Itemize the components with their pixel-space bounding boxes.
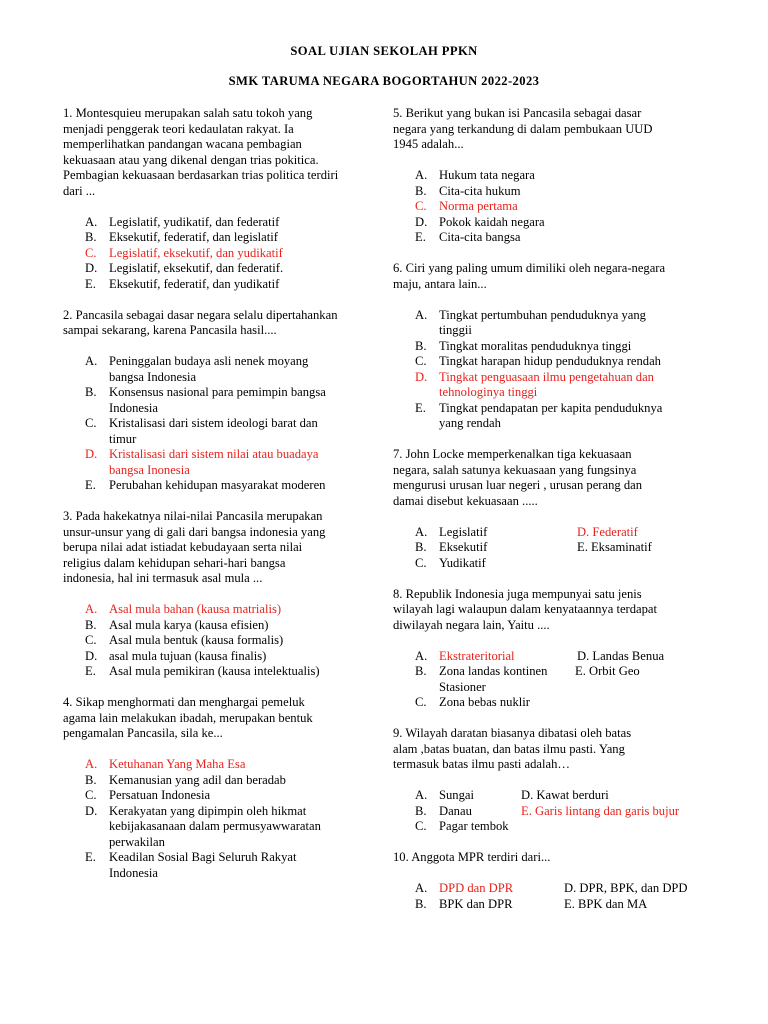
options (393, 881, 708, 912)
option-key: B. (85, 230, 97, 244)
question-text: 6. Ciri yang paling umum dimiliki oleh negara-negara maju, antara lain... (393, 261, 666, 291)
option-key: D. (415, 214, 428, 229)
option-a: DPD dan DPR (439, 881, 514, 895)
option-key: C. (85, 416, 97, 430)
option (63, 649, 378, 665)
option-row (393, 897, 708, 913)
option-key: E. (415, 230, 426, 244)
option-key: A. (415, 881, 428, 895)
option-key: B. (415, 664, 427, 678)
question-7 (393, 447, 708, 571)
option-text: Eksekutif, federatif, dan yudikatif (109, 276, 280, 291)
option (63, 416, 378, 447)
option-key: D. (85, 803, 98, 818)
option-text: Hukum tata negara (439, 168, 535, 182)
option (63, 633, 378, 649)
option-e: E. Orbit Geo (575, 664, 640, 678)
option-a: Ekstrateritorial (439, 648, 515, 663)
option-text: Kerakyatan yang dipimpin oleh hikmat kebijakasanaan dalam permusyawwaratan perwakilan (109, 803, 321, 849)
option-correct (393, 370, 708, 401)
option-row (393, 664, 708, 695)
question-text: 9. Wilayah daratan biasanya dibatasi oleh batas alam ,batas buatan, dan batas ilmu pasti. Yang termasuk batas ilmu pasti adalah… (393, 726, 632, 771)
option-c: Pagar tembok (439, 819, 509, 833)
option (63, 261, 378, 277)
left-column (63, 106, 378, 897)
option (393, 401, 708, 432)
option-key: C. (85, 788, 97, 802)
right-column (393, 106, 708, 928)
option-text: Norma pertama (439, 199, 518, 213)
question-8 (393, 587, 708, 711)
option-key: C. (85, 633, 97, 647)
option-row (393, 649, 708, 665)
option (393, 354, 708, 370)
option-key: B. (85, 772, 97, 787)
option-key: B. (415, 896, 427, 911)
option (393, 339, 708, 355)
option-row (393, 525, 708, 541)
option-key: C. (415, 695, 427, 709)
option-d: D. Federatif (577, 524, 638, 539)
option (393, 308, 708, 339)
question-4 (63, 695, 378, 881)
option-text: Asal mula karya (kausa efisien) (109, 617, 269, 632)
option-key: B. (415, 803, 427, 818)
option-key: E. (85, 478, 96, 492)
option (63, 804, 378, 851)
question-5 (393, 106, 708, 246)
option-text: Cita-cita hukum (439, 183, 521, 198)
question-text: 1. Montesquieu merupakan salah satu tokoh yang menjadi penggerak teori kedaulatan rakyat. Ia memperlihatkan pandangan wacana pembagian kekuasaan atau yang dikenal dengan trias pokitica. Pembagian kekuasaan berdasarkan trias politica terdiri dari ... (63, 106, 339, 198)
question-3 (63, 509, 378, 680)
option-key: D. (85, 261, 98, 275)
question-text: 3. Pada hakekatnya nilai-nilai Pancasila merupakan unsur-unsur yang di gali dari bangsa indonesia yang berupa nilai adat istiadat kebudayaan serta nilai religius dalam kehidupan sehari-hari bangsa indonesia, hal ini termasuk asal mula ... (63, 509, 326, 585)
option-key: C. (415, 819, 427, 833)
question-6 (393, 261, 708, 432)
option-d: D. DPR, BPK, dan DPD (564, 881, 688, 895)
option-row (393, 788, 708, 804)
option-a: Sungai (439, 788, 474, 802)
option-key: B. (415, 183, 427, 198)
option-text: Tingkat penguasaan ilmu pengetahuan dan tehnologinya tinggi (439, 369, 654, 399)
options (393, 525, 708, 572)
option-d: D. Kawat berduri (521, 788, 609, 802)
option-text: Legislatif, eksekutif, dan federatif. (109, 261, 284, 275)
option (393, 215, 708, 231)
options (393, 649, 708, 711)
option-key: D. (85, 447, 98, 461)
option (393, 168, 708, 184)
option-text: Ketuhanan Yang Maha Esa (109, 757, 246, 771)
option-row (393, 540, 708, 556)
option-correct (393, 199, 708, 215)
option-correct (63, 447, 378, 478)
options (393, 168, 708, 246)
question-2 (63, 308, 378, 494)
option-key: E. (85, 664, 96, 678)
option-text: Asal mula pemikiran (kausa intelektualis) (109, 664, 320, 678)
option-correct (63, 246, 378, 262)
exam-title: SOAL UJIAN SEKOLAH PPKN (290, 44, 478, 58)
option (63, 850, 378, 881)
options (63, 215, 378, 293)
option-key: C. (415, 354, 427, 368)
option-row (393, 804, 708, 820)
option (63, 618, 378, 634)
option-b: Zona landas kontinen Stasioner (439, 664, 548, 694)
option-b: Eksekutif (439, 540, 488, 554)
option-text: Tingkat pendapatan per kapita penduduknya yang rendah (439, 400, 663, 430)
option-key: B. (415, 338, 427, 353)
option-row (393, 695, 708, 711)
option-text: Keadilan Sosial Bagi Seluruh Rakyat Indonesia (109, 850, 297, 880)
option-text: Tingkat moralitas penduduknya tinggi (439, 338, 632, 353)
option-key: C. (415, 555, 427, 570)
option-a: Legislatif (439, 524, 488, 539)
option-key: C. (415, 199, 427, 213)
question-text: 10. Anggota MPR terdiri dari... (393, 850, 551, 864)
option-key: A. (415, 307, 428, 322)
option (63, 385, 378, 416)
option-text: Legislatif, eksekutif, dan yudikatif (109, 245, 283, 260)
option-row (393, 556, 708, 572)
question-text: 4. Sikap menghormati dan menghargai pemeluk agama lain melakukan ibadah, merupakan bentuk pengamalan Pancasila, sila ke... (63, 695, 313, 740)
option-text: Eksekutif, federatif, dan legislatif (109, 230, 278, 244)
option-text: Tingkat pertumbuhan penduduknya yang tinggii (439, 307, 646, 337)
option-e: E. Eksaminatif (577, 540, 652, 554)
option-text: Legislatif, yudikatif, dan federatif (109, 214, 280, 229)
option-row (393, 819, 708, 835)
option-key: D. (85, 648, 98, 663)
option-d: D. Landas Benua (577, 648, 665, 663)
option-text: Asal mula bentuk (kausa formalis) (109, 633, 284, 647)
option (63, 664, 378, 680)
option-text: Kemanusian yang adil dan beradab (109, 772, 286, 787)
option-text: asal mula tujuan (kausa finalis) (109, 648, 267, 663)
option-key: A. (85, 214, 98, 229)
options (393, 788, 708, 835)
option-key: A. (85, 354, 98, 368)
option-text: Cita-cita bangsa (439, 230, 521, 244)
question-1 (63, 106, 378, 292)
question-text: 7. John Locke memperkenalkan tiga kekuasaan negara, salah satunya kekuasaan yang fungsinya mengurusi urusan luar negeri , urusan perang dan damai disebut kekuasaan ..... (393, 447, 642, 508)
option-text: Pokok kaidah negara (439, 214, 545, 229)
option (393, 184, 708, 200)
option-e: E. Garis lintang dan garis bujur (521, 803, 680, 818)
option-correct (63, 602, 378, 618)
school-title: SMK TARUMA NEGARA BOGORTAHUN 2022-2023 (228, 74, 540, 88)
question-10 (393, 850, 708, 912)
option-text: Perubahan kehidupan masyarakat moderen (109, 478, 326, 492)
option-key: A. (415, 648, 428, 663)
option-text: Persatuan Indonesia (109, 788, 211, 802)
options (63, 757, 378, 881)
option-key: A. (415, 524, 428, 539)
option-key: B. (85, 617, 97, 632)
option-text: Peninggalan budaya asli nenek moyang bangsa Indonesia (109, 354, 309, 384)
option (63, 788, 378, 804)
option (393, 230, 708, 246)
option-text: Tingkat harapan hidup penduduknya rendah (439, 354, 661, 368)
option-text: Kristalisasi dari sistem nilai atau buadaya bangsa Inonesia (109, 447, 319, 477)
option (63, 478, 378, 494)
option-key: A. (85, 757, 98, 771)
option-text: Asal mula bahan (kausa matrialis) (109, 602, 282, 616)
options (63, 354, 378, 494)
option-key: A. (415, 168, 428, 182)
option-text: Kristalisasi dari sistem ideologi barat dan timur (109, 416, 318, 446)
option (63, 215, 378, 231)
option-key: B. (85, 385, 97, 399)
option-e: E. BPK dan MA (564, 896, 648, 911)
option-key: E. (85, 276, 96, 291)
question-9 (393, 726, 708, 835)
option-key: C. (85, 245, 97, 260)
question-text: 8. Republik Indonesia juga mempunyai satu jenis wilayah lagi walaupun dalam kenyataannya terdapat diwilayah negara lain, Yaitu .... (393, 586, 658, 632)
option (63, 773, 378, 789)
option (63, 354, 378, 385)
option-key: B. (415, 540, 427, 554)
option-c: Yudikatif (439, 555, 486, 570)
option-b: BPK dan DPR (439, 896, 513, 911)
option-row (393, 881, 708, 897)
option-b: Danau (439, 803, 472, 818)
question-text: 2. Pancasila sebagai dasar negara selalu dipertahankan sampai sekarang, karena Pancasila hasil.... (63, 307, 338, 337)
option (63, 277, 378, 293)
option-text: Konsensus nasional para pemimpin bangsa Indonesia (109, 385, 326, 415)
option-key: A. (415, 788, 428, 802)
options (393, 308, 708, 432)
options (63, 602, 378, 680)
option-key: D. (415, 369, 428, 384)
option-key: E. (85, 850, 96, 864)
option-key: A. (85, 602, 98, 616)
option (63, 230, 378, 246)
option-correct (63, 757, 378, 773)
option-c: Zona bebas nuklir (439, 695, 530, 709)
option-key: E. (415, 400, 426, 415)
question-text: 5. Berikut yang bukan isi Pancasila sebagai dasar negara yang terkandung di dalam pembukaan UUD 1945 adalah... (393, 106, 653, 151)
